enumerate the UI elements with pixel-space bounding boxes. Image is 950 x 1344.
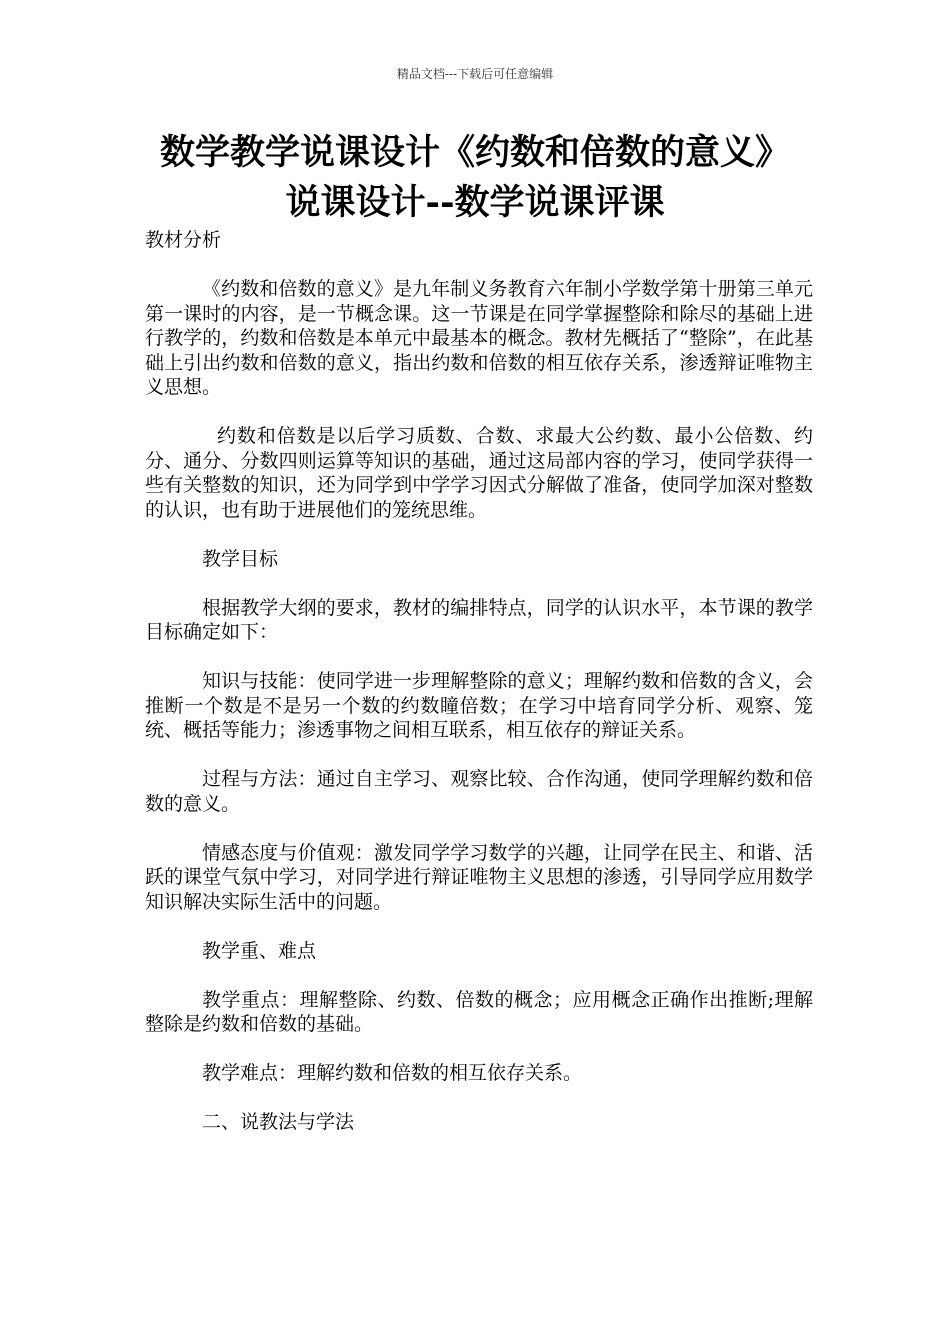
paragraph-goal-process: 过程与方法：通过自主学习、观察比较、合作沟通，使同学理解约数和倍数的意义。 <box>145 768 813 815</box>
paragraph-difficult-points: 教学难点：理解约数和倍数的相互依存关系。 <box>202 1062 583 1084</box>
document-body <box>145 228 813 1159</box>
paragraph-material-1: 《约数和倍数的意义》是九年制义务教育六年制小学数学第十册第三单元第一课时的内容，是一节概念课。这一节课是在同学掌握整除和除尽的基础上进行教学的，约数和倍数是本单元中最基本的概念。教材先概括了“整除”，在此基础上引出约数和倍数的意义，指出约数和倍数的相互依存关系，渗透辩证唯物主义思想。 <box>145 278 813 398</box>
section-heading-material: 教材分析 <box>145 229 222 251</box>
page-header: 精品文档---下载后可任意编辑 <box>396 67 554 81</box>
paragraph-goals-intro: 根据教学大纲的要求，教材的编排特点，同学的认识水平，本节课的教学目标确定如下： <box>145 596 813 643</box>
section-heading-methods: 二、说教法与学法 <box>202 1111 355 1133</box>
paragraph-goal-knowledge: 知识与技能：使同学进一步理解整除的意义；理解约数和倍数的含义，会推断一个数是不是另一个数的约数瞳倍数；在学习中培育同学分析、观察、笼统、概括等能力；渗透事物之间相互联系，相互依存的辩证关系。 <box>145 670 813 741</box>
section-heading-goals: 教学目标 <box>202 547 279 570</box>
paragraph-goal-emotion: 情感态度与价值观：激发同学学习数学的兴趣，让同学在民主、和谐、活跃的课堂气氛中学习，对同学进行辩证唯物主义思想的渗透，引导同学应用数学知识解决实际生活中的问题。 <box>145 841 813 913</box>
section-heading-key: 教学重、难点 <box>202 939 317 962</box>
paragraph-material-2: 约数和倍数是以后学习质数、合数、求最大公约数、最小公倍数、约分、通分、分数四则运算等知识的基础，通过这局部内容的学习，使同学获得一些有关整数的知识，还为同学到中学学习因式分解做了准备，使同学加深对整数的认识，也有助于进展他们的笼统思维。 <box>145 425 813 521</box>
paragraph-key-points: 教学重点：理解整除、约数、倍数的概念；应用概念正确作出推断;理解整除是约数和倍数的基础。 <box>145 988 813 1035</box>
document-title: 数学教学说课设计《约数和倍数的意义》说课设计--数学说课评课 <box>159 132 790 223</box>
